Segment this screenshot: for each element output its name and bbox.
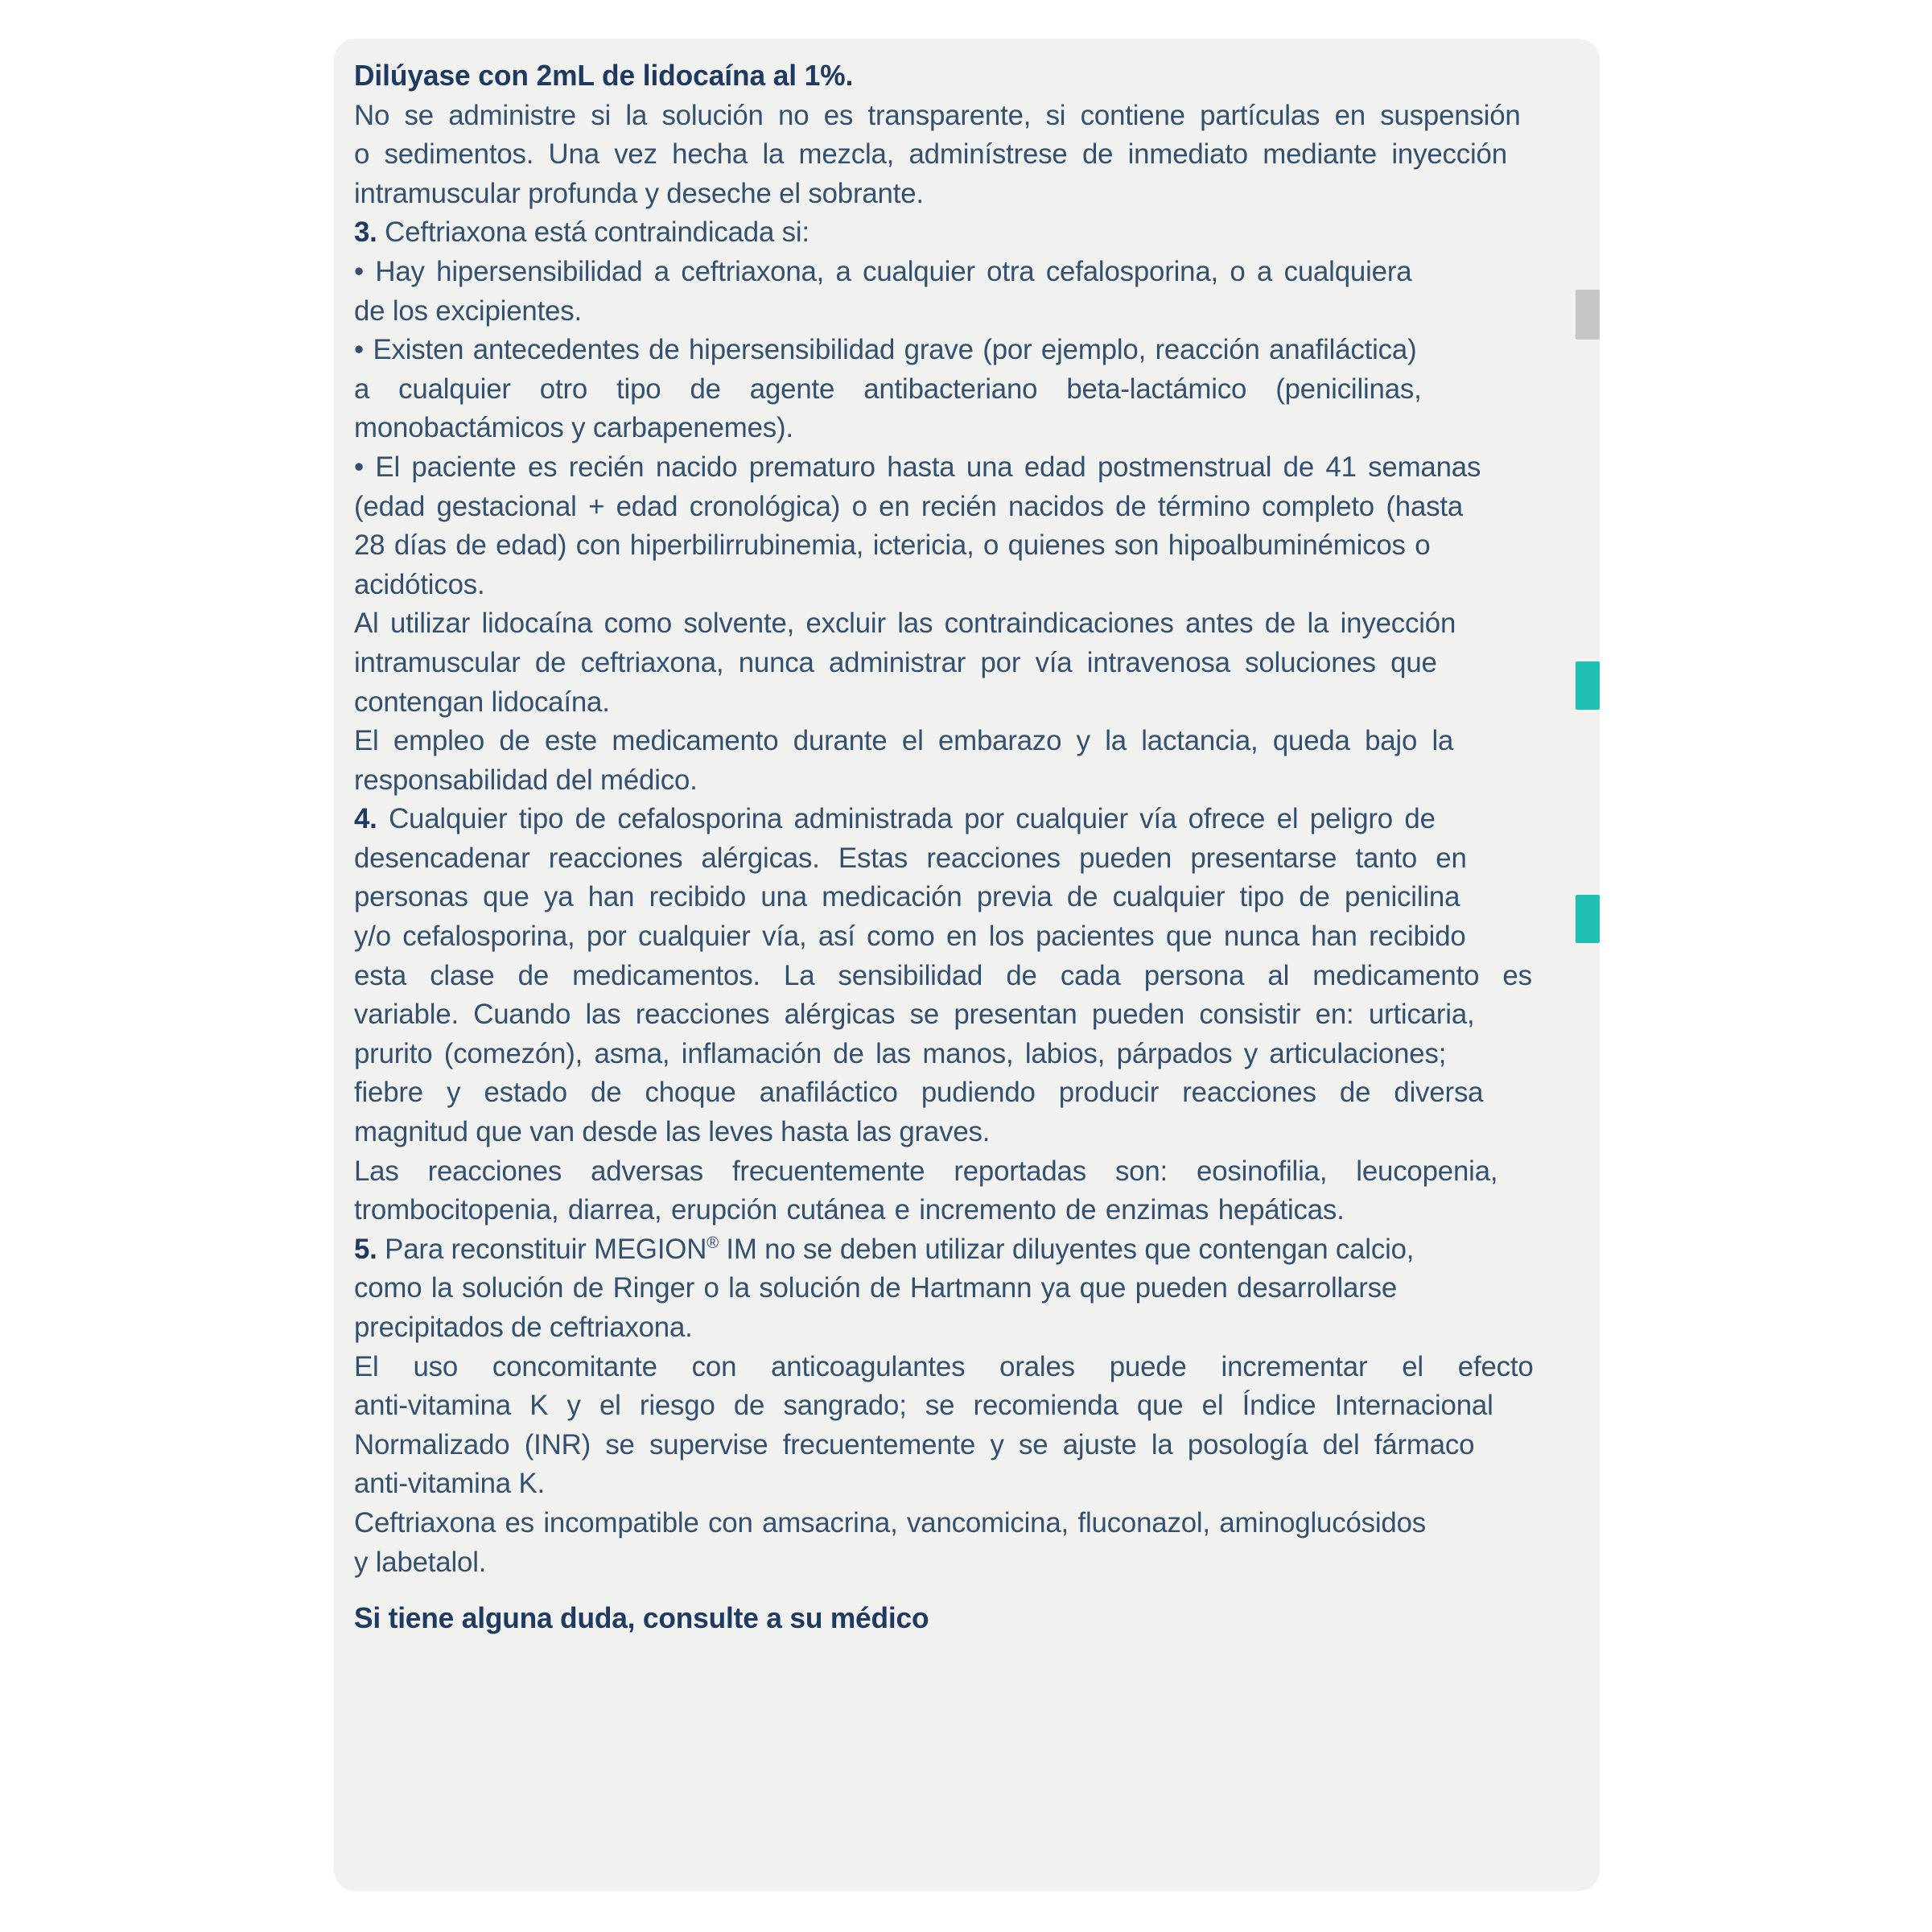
text-line: • Hay hipersensibilidad a ceftriaxona, a cualquier otra cefalosporina, o a cualquiera: [354, 254, 1412, 287]
text-line: trombocitopenia, diarrea, erupción cutánea e incremento de enzimas hepáticas.: [354, 1193, 1345, 1226]
item-number-5: 5.: [354, 1232, 377, 1265]
leaflet-text-body: [354, 56, 1581, 1638]
text-line: anti-vitamina K.: [354, 1467, 546, 1500]
text-line: • Existen antecedentes de hipersensibilidad grave (por ejemplo, reacción anafiláctica): [354, 333, 1417, 366]
text-line: No se administre si la solución no es transparente, si contiene partículas en suspensión: [354, 98, 1521, 131]
text-line: magnitud que van desde las leves hasta las graves.: [354, 1115, 991, 1148]
item-number-4: 4.: [354, 802, 377, 835]
text-line: a cualquier otro tipo de agente antibacteriano beta-lactámico (penicilinas,: [354, 372, 1422, 405]
text-line: precipitados de ceftriaxona.: [354, 1311, 693, 1343]
text-line: acidóticos.: [354, 567, 485, 600]
text-line: o sedimentos. Una vez hecha la mezcla, adminístrese de inmediato mediante inyección: [354, 138, 1507, 171]
text-line: prurito (comezón), asma, inflamación de las manos, labios, párpados y articulaciones;: [354, 1036, 1447, 1069]
text-line-item-3: [354, 212, 1559, 252]
text-line-content: Ceftriaxona está contraindicada si:: [385, 216, 809, 249]
text-line-content: Cualquier tipo de cefalosporina administrada por cualquier vía ofrece el peligro de: [389, 802, 1436, 835]
text-line-content: IM no se deben utilizar diluyentes que contengan calcio,: [718, 1232, 1415, 1265]
text-line: y/o cefalosporina, por cualquier vía, así como en los pacientes que nunca han recibido: [354, 920, 1466, 953]
text-line-content: Para reconstituir: [385, 1232, 595, 1265]
text-line: Las reacciones adversas frecuentemente reportadas son: eosinofilia, leucopenia,: [354, 1154, 1498, 1187]
text-line: fiebre y estado de choque anafiláctico pudiendo producir reacciones de diversa: [354, 1076, 1484, 1109]
text-line: monobactámicos y carbapenemes).: [354, 411, 793, 444]
text-line: 28 días de edad) con hiperbilirrubinemia, ictericia, o quienes son hipoalbuminémicos o: [354, 529, 1431, 562]
leaflet-heading: Dilúyase con 2mL de lidocaína al 1%.: [354, 59, 854, 92]
item-number-3: 3.: [354, 216, 377, 249]
text-line-item-4: [354, 799, 1559, 838]
text-line: personas que ya han recibido una medicación previa de cualquier tipo de penicilina: [354, 880, 1460, 913]
registered-mark-icon: ®: [706, 1233, 719, 1252]
text-line: como la solución de Ringer o la solución de Hartmann ya que pueden desarrollarse: [354, 1271, 1398, 1304]
text-line: desencadenar reacciones alérgicas. Estas reacciones pueden presentarse tanto en: [354, 841, 1467, 874]
text-line: Normalizado (INR) se supervise frecuentemente y se ajuste la posología del fármaco: [354, 1427, 1475, 1460]
leaflet-card: [334, 39, 1600, 1891]
text-line: de los excipientes.: [354, 294, 582, 327]
text-line: contengan lidocaína.: [354, 685, 610, 718]
text-line: El empleo de este medicamento durante el embarazo y la lactancia, queda bajo la: [354, 724, 1454, 757]
leaflet-closing-note: Si tiene alguna duda, consulte a su médico: [354, 1601, 929, 1635]
text-line: (edad gestacional + edad cronológica) o en recién nacidos de término completo (hasta: [354, 489, 1464, 522]
text-line: responsabilidad del médico.: [354, 763, 698, 796]
text-line: y labetalol.: [354, 1545, 487, 1578]
text-line: esta clase de medicamentos. La sensibilidad de cada persona al medicamento es: [354, 958, 1532, 991]
text-line: • El paciente es recién nacido prematuro hasta una edad postmenstrual de 41 semanas: [354, 450, 1481, 483]
text-line: El uso concomitante con anticoagulantes orales puede incrementar el efecto: [354, 1349, 1534, 1382]
text-line: variable. Cuando las reacciones alérgicas se presentan pueden consistir en: urticaria,: [354, 998, 1475, 1031]
text-line: intramuscular profunda y deseche el sobrante.: [354, 176, 924, 209]
text-line: Al utilizar lidocaína como solvente, excluir las contraindicaciones antes de la inyección: [354, 607, 1456, 640]
text-line: anti-vitamina K y el riesgo de sangrado; se recomienda que el Índice Internacional: [354, 1389, 1493, 1422]
brand-name: MEGION: [594, 1232, 707, 1265]
text-line: Ceftriaxona es incompatible con amsacrina, vancomicina, fluconazol, aminoglucósidos: [354, 1506, 1427, 1539]
text-line-item-5: [354, 1230, 1559, 1269]
text-line: intramuscular de ceftriaxona, nunca administrar por vía intravenosa soluciones que: [354, 645, 1437, 678]
